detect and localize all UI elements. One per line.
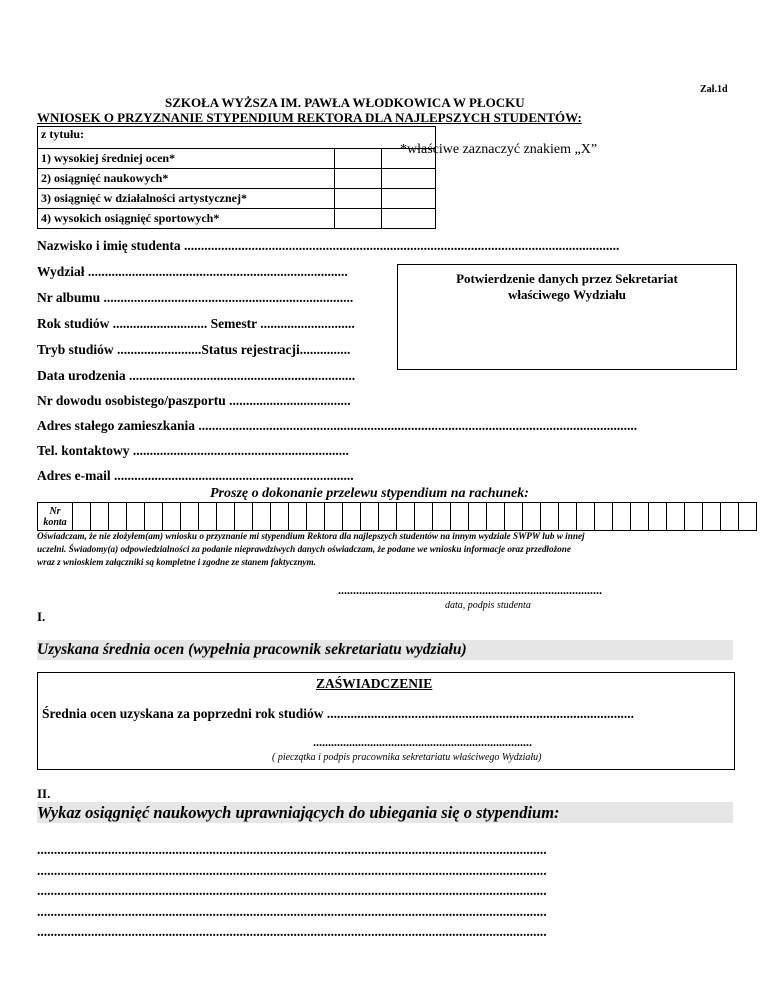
confirmation-line1: Potwierdzenie danych przez Sekretariat bbox=[456, 271, 678, 286]
secretariat-signature-line[interactable]: ......................................................................... bbox=[313, 735, 532, 749]
field-year-semester[interactable]: Rok studiów ............................ Semestr ............................ bbox=[37, 316, 355, 331]
account-digit[interactable] bbox=[721, 503, 739, 531]
account-digit[interactable] bbox=[379, 503, 397, 531]
account-header-konta: konta bbox=[43, 516, 67, 528]
account-digit[interactable] bbox=[685, 503, 703, 531]
account-digit[interactable] bbox=[361, 503, 379, 531]
section1-heading: Uzyskana średnia ocen (wypełnia pracownik sekretariatu wydziału) bbox=[37, 640, 733, 660]
account-digit[interactable] bbox=[253, 503, 271, 531]
achievement-line[interactable]: ....................................................................................................................................................... bbox=[37, 883, 547, 898]
account-digit[interactable] bbox=[469, 503, 487, 531]
ground-checkbox-science[interactable] bbox=[335, 169, 382, 189]
declaration-line2: uczelni. Świadomy(a) odpowiedzialności za podanie nieprawdziwych danych oświadczam, że podane we wniosku informacje oraz przedłożone bbox=[37, 544, 571, 554]
ground-spacer bbox=[382, 169, 436, 189]
account-digit[interactable] bbox=[91, 503, 109, 531]
field-id-document[interactable]: Nr dowodu osobistego/paszportu .................................... bbox=[37, 393, 351, 408]
account-digit[interactable] bbox=[289, 503, 307, 531]
account-digit[interactable] bbox=[739, 503, 757, 531]
grounds-section bbox=[37, 126, 436, 229]
grounds-label: z tytułu: bbox=[38, 127, 436, 149]
account-digit[interactable] bbox=[145, 503, 163, 531]
account-digit[interactable] bbox=[505, 503, 523, 531]
account-digit[interactable] bbox=[199, 503, 217, 531]
achievement-line[interactable]: ....................................................................................................................................................... bbox=[37, 842, 547, 857]
account-digit[interactable] bbox=[181, 503, 199, 531]
school-name: SZKOŁA WYŻSZA IM. PAWŁA WŁODKOWICA W PŁOCKU bbox=[165, 95, 525, 110]
field-address[interactable]: Adres stałego zamieszkania .................................................................................................................................. bbox=[37, 418, 638, 433]
ground-spacer bbox=[382, 189, 436, 209]
grounds-table bbox=[37, 126, 436, 229]
declaration-line1: Oświadczam, że nie złożyłem(am) wniosku o przyznanie mi stypendium Rektora dla najlepszych studentów na innym wydziale SWPW lub w innej bbox=[37, 531, 585, 541]
account-digit[interactable] bbox=[73, 503, 91, 531]
certificate-title: ZAŚWIADCZENIE bbox=[316, 676, 433, 691]
account-digit[interactable] bbox=[595, 503, 613, 531]
ground-spacer bbox=[382, 209, 436, 229]
account-digit[interactable] bbox=[343, 503, 361, 531]
account-digit[interactable] bbox=[631, 503, 649, 531]
account-digit[interactable] bbox=[325, 503, 343, 531]
account-digit[interactable] bbox=[523, 503, 541, 531]
ground-item-science: 2) osiągnięć naukowych* bbox=[38, 169, 335, 189]
account-digit[interactable] bbox=[559, 503, 577, 531]
ground-checkbox-average[interactable] bbox=[335, 149, 382, 169]
form-title: WNIOSEK O PRZYZNANIE STYPENDIUM REKTORA DLA NAJLEPSZYCH STUDENTÓW: bbox=[37, 110, 582, 125]
student-signature-line[interactable]: ........................................................................................ bbox=[338, 583, 602, 597]
account-digit[interactable] bbox=[397, 503, 415, 531]
account-number-grid bbox=[37, 502, 757, 531]
account-digit[interactable] bbox=[577, 503, 595, 531]
account-digit[interactable] bbox=[451, 503, 469, 531]
section2-heading: Wykaz osiągnięć naukowych uprawniających do ubiegania się o stypendium: bbox=[37, 802, 733, 823]
account-digit[interactable] bbox=[217, 503, 235, 531]
achievements-lines bbox=[37, 840, 547, 943]
account-header bbox=[38, 503, 73, 531]
account-digit[interactable] bbox=[235, 503, 253, 531]
field-study-mode[interactable]: Tryb studiów .........................Status rejestracji............... bbox=[37, 342, 351, 357]
account-digit[interactable] bbox=[487, 503, 505, 531]
declaration-line3: wraz z wnioskiem załączniki są kompletne i zgodne ze stanem faktycznym. bbox=[37, 557, 316, 567]
field-birth-date[interactable]: Data urodzenia ................................................................... bbox=[37, 368, 356, 383]
achievement-line[interactable]: ....................................................................................................................................................... bbox=[37, 862, 547, 878]
account-digit[interactable] bbox=[271, 503, 289, 531]
section2-numeral: II. bbox=[37, 786, 51, 801]
average-grade-line[interactable]: Średnia ocen uzyskana za poprzedni rok studiów ........................................................................................... bbox=[42, 706, 635, 721]
account-digit[interactable] bbox=[127, 503, 145, 531]
account-digit[interactable] bbox=[649, 503, 667, 531]
account-digit[interactable] bbox=[415, 503, 433, 531]
section1-numeral: I. bbox=[37, 609, 46, 624]
ground-item-average: 1) wysokiej średniej ocen* bbox=[38, 149, 335, 169]
account-digit[interactable] bbox=[163, 503, 181, 531]
student-signature-label: data, podpis studenta bbox=[445, 600, 531, 611]
ground-checkbox-sport[interactable] bbox=[335, 209, 382, 229]
field-student-name[interactable]: Nazwisko i imię studenta ................................................................................................................................. bbox=[37, 238, 620, 253]
account-header-nr: Nr bbox=[49, 505, 61, 517]
field-album-number[interactable]: Nr albumu .......................................................................... bbox=[37, 290, 354, 305]
account-digit[interactable] bbox=[307, 503, 325, 531]
field-faculty[interactable]: Wydział ............................................................................. bbox=[37, 264, 348, 279]
account-request: Proszę o dokonanie przelewu stypendium na rachunek: bbox=[210, 486, 529, 501]
account-digit[interactable] bbox=[613, 503, 631, 531]
declaration-text bbox=[37, 530, 585, 569]
account-digit[interactable] bbox=[541, 503, 559, 531]
achievement-line[interactable]: ....................................................................................................................................................... bbox=[37, 924, 547, 939]
secretariat-signature-label: ( pieczątka i podpis pracownika sekretariatu właściwego Wydziału) bbox=[272, 752, 542, 763]
ground-item-art: 3) osiągnięć w działalności artystycznej* bbox=[38, 189, 335, 209]
field-phone[interactable]: Tel. kontaktowy ................................................................ bbox=[37, 443, 349, 458]
account-digit[interactable] bbox=[433, 503, 451, 531]
confirmation-line2: właściwego Wydziału bbox=[507, 287, 627, 302]
account-digit[interactable] bbox=[667, 503, 685, 531]
field-email[interactable]: Adres e-mail ....................................................................... bbox=[37, 468, 354, 483]
account-digit[interactable] bbox=[109, 503, 127, 531]
account-digit[interactable] bbox=[703, 503, 721, 531]
ground-checkbox-art[interactable] bbox=[335, 189, 382, 209]
attachment-number: Zał.1d bbox=[700, 84, 728, 95]
achievement-line[interactable]: ....................................................................................................................................................... bbox=[37, 903, 547, 919]
secretariat-confirmation-box bbox=[397, 264, 737, 370]
ground-item-sport: 4) wysokich osiągnięć sportowych* bbox=[38, 209, 335, 229]
grounds-note: *właściwe zaznaczyć znakiem „X” bbox=[400, 142, 598, 157]
